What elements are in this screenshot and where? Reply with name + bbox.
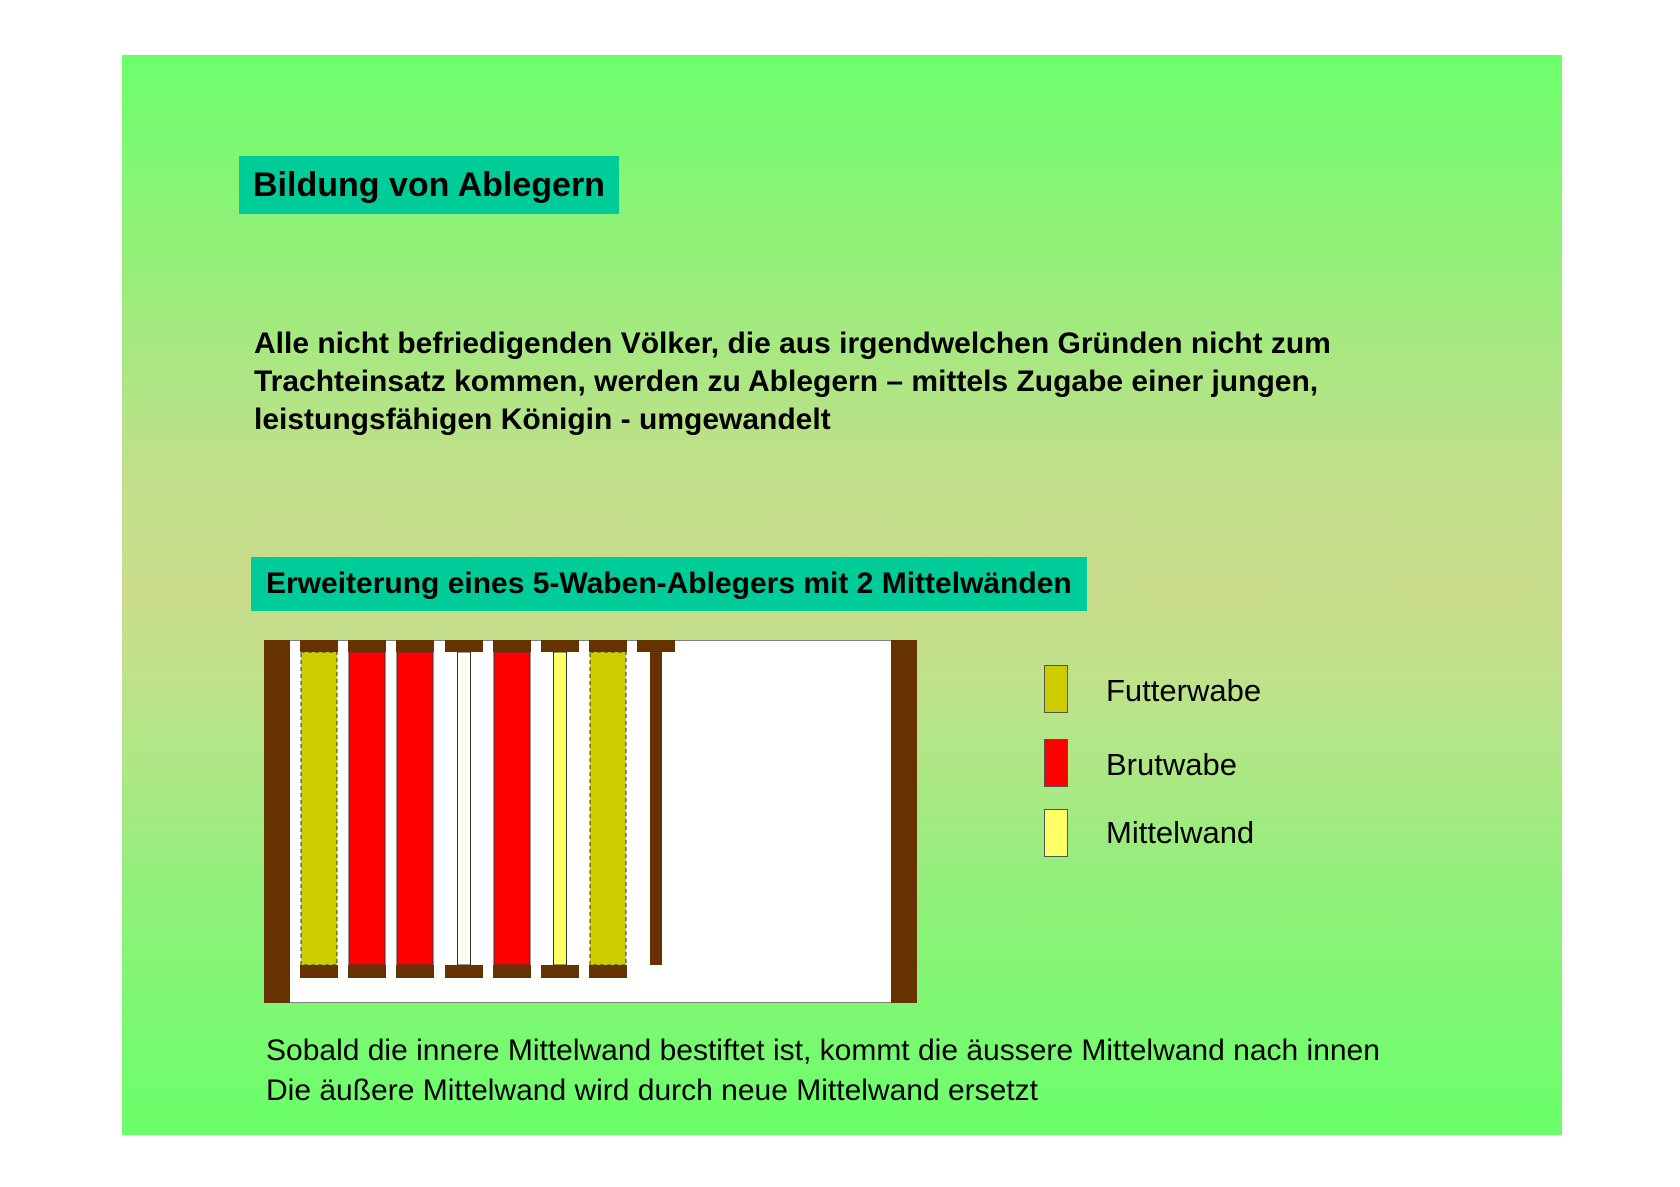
comb-brutwabe bbox=[349, 652, 385, 965]
frame-bottom-bar bbox=[300, 965, 338, 978]
legend-item-futterwabe bbox=[1044, 665, 1262, 713]
frame-bottom-bar bbox=[493, 965, 531, 978]
frame-top-bar bbox=[300, 640, 338, 652]
hive-wall-right bbox=[891, 640, 917, 1003]
frame-bottom-bar bbox=[396, 965, 434, 978]
footer-line: Die äußere Mittelwand wird durch neue Mittelwand ersetzt bbox=[266, 1074, 1039, 1107]
swatch-mittelwand bbox=[1044, 809, 1068, 857]
comb-brutwabe bbox=[494, 652, 530, 965]
comb-leer bbox=[458, 652, 471, 965]
frame-top-bar bbox=[396, 640, 434, 652]
section-subtitle: Erweiterung eines 5-Waben-Ablegers mit 2 Mittelwänden bbox=[251, 557, 1087, 611]
footer-line: Sobald die innere Mittelwand bestiftet ist, kommt die äussere Mittelwand nach innen bbox=[266, 1034, 1380, 1067]
frame-bottom-bar bbox=[445, 965, 483, 978]
frame-top-bar bbox=[541, 640, 579, 652]
footer-text bbox=[266, 1031, 1380, 1111]
comb-futterwabe bbox=[590, 652, 626, 965]
intro-line: Alle nicht befriedigenden Völker, die aus irgendwelchen Gründen nicht zum bbox=[254, 327, 1331, 360]
divider-board-top bbox=[637, 640, 675, 652]
hive-wall-left bbox=[264, 640, 290, 1003]
legend-item-brutwabe bbox=[1044, 739, 1237, 787]
hive-diagram bbox=[264, 640, 917, 1003]
frame-bottom-bar bbox=[589, 965, 627, 978]
comb-futterwabe bbox=[301, 652, 337, 965]
frame-bottom-bar bbox=[541, 965, 579, 978]
frame-top-bar bbox=[493, 640, 531, 652]
frame-top-bar bbox=[348, 640, 386, 652]
comb-mittelwand bbox=[554, 652, 567, 965]
frame-top-bar bbox=[589, 640, 627, 652]
intro-line: Trachteinsatz kommen, werden zu Ablegern – mittels Zugabe einer jungen, bbox=[254, 365, 1319, 398]
swatch-brutwabe bbox=[1044, 739, 1068, 787]
legend-label: Futterwabe bbox=[1106, 673, 1262, 708]
legend-item-mittelwand bbox=[1044, 809, 1255, 857]
legend-label: Mittelwand bbox=[1106, 815, 1255, 850]
page-title: Bildung von Ablegern bbox=[239, 156, 619, 214]
swatch-futterwabe bbox=[1044, 665, 1068, 713]
frame-bottom-bar bbox=[348, 965, 386, 978]
intro-line: leistungsfähigen Königin - umgewandelt bbox=[254, 403, 831, 436]
frame-top-bar bbox=[445, 640, 483, 652]
legend-label: Brutwabe bbox=[1106, 747, 1237, 782]
comb-brutwabe bbox=[397, 652, 433, 965]
intro-text bbox=[254, 325, 1454, 439]
slide bbox=[122, 55, 1562, 1135]
divider-board bbox=[650, 652, 662, 965]
